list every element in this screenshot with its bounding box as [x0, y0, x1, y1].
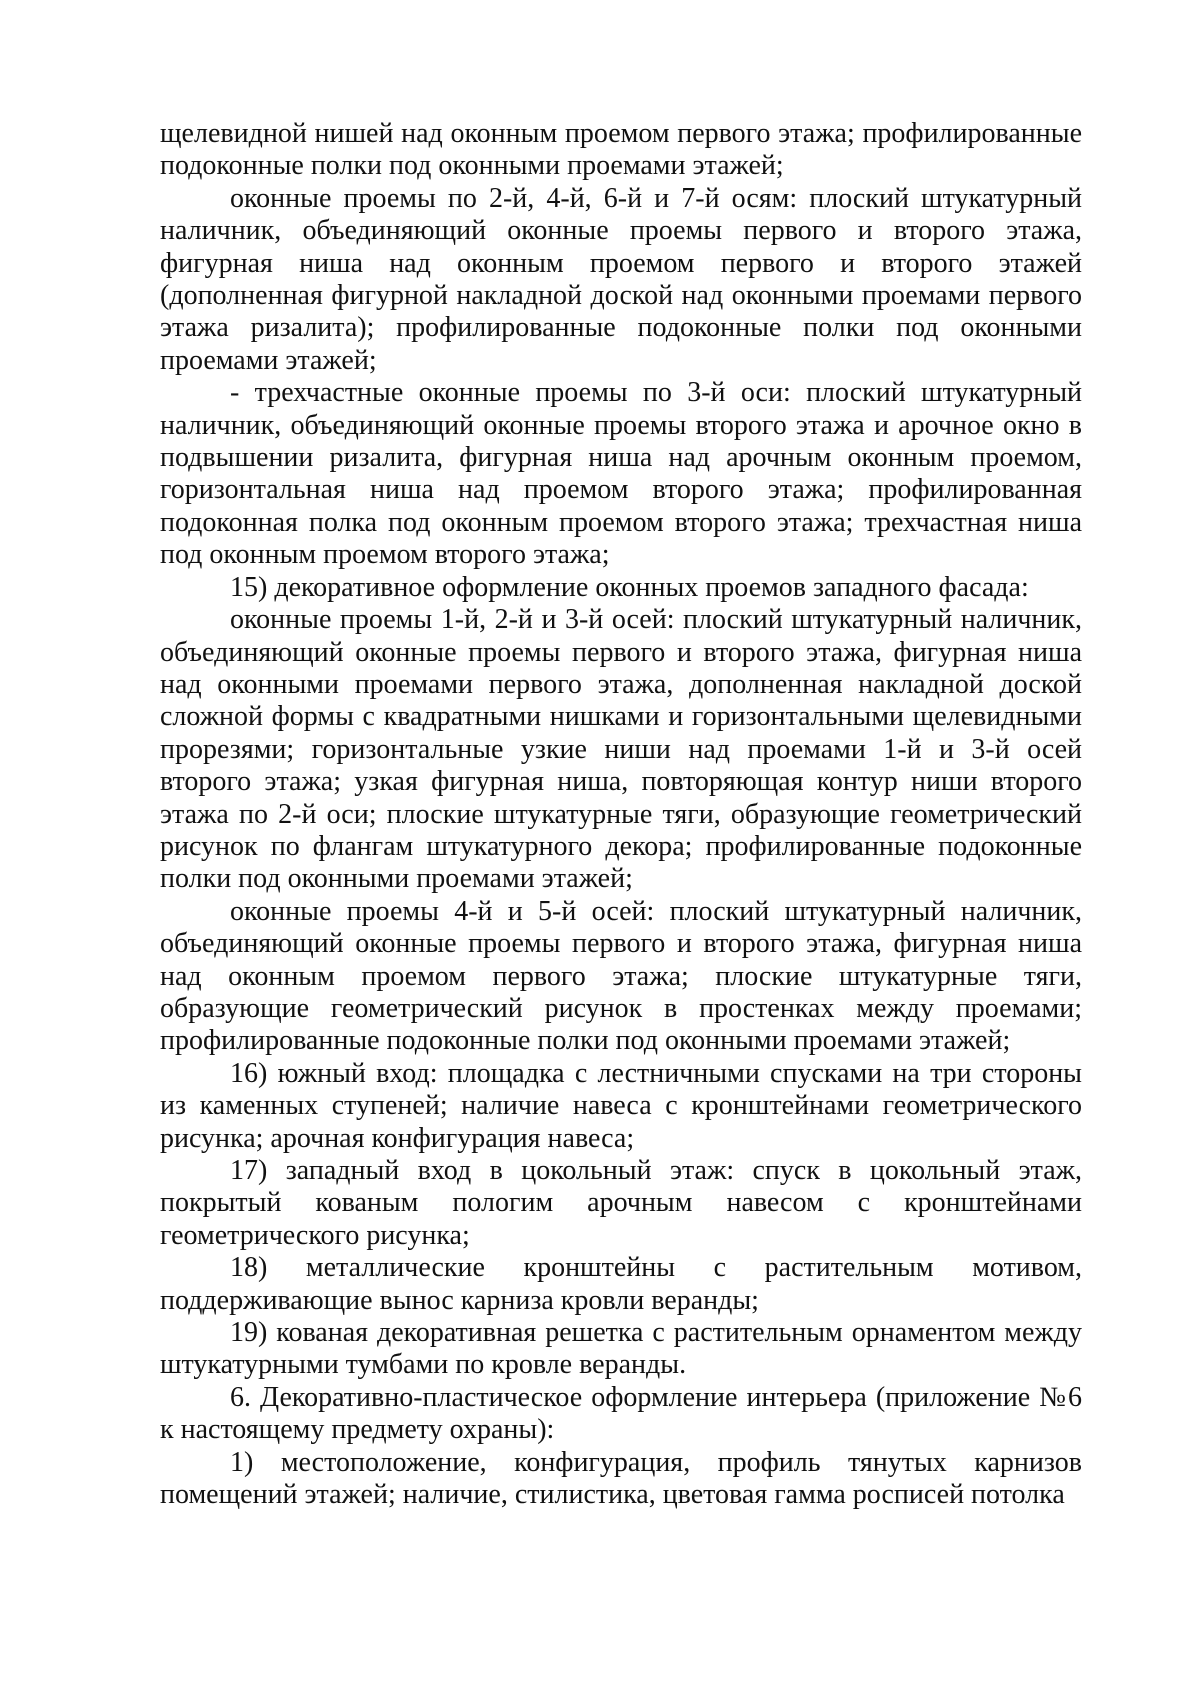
paragraph-item-17-west-entrance: 17) западный вход в цокольный этаж: спуск в цокольный этаж, покрытый кованым пологим арочным навесом с кронштейнами геометрического рисунка; [160, 1155, 1082, 1251]
paragraph-interior-item-1: 1) местоположение, конфигурация, профиль тянутых карнизов помещений этажей; наличие, стилистика, цветовая гамма росписей потолка [160, 1446, 1082, 1511]
paragraph-item-18-brackets: 18) металлические кронштейны с растительным мотивом, поддерживающие вынос карниза кровли веранды; [160, 1252, 1082, 1316]
paragraph-west-window-axes-4-5: оконные проемы 4-й и 5-й осей: плоский штукатурный наличник, объединяющий оконные проемы первого и второго этажа, фигурная ниша над оконным проемом первого этажа; плоские штукатурные тяги, образующие геометрический рисунок в простенках между проемами; профилированные подоконные полки под оконными проемами этажей; [160, 895, 1082, 1057]
paragraph-item-16-south-entrance: 16) южный вход: площадка с лестничными спусками на три стороны из каменных ступеней; наличие навеса с кронштейнами геометрического рисунка; арочная конфигурация навеса; [160, 1057, 1082, 1154]
document-body [160, 118, 1082, 1511]
paragraph-window-axes-2-4-6-7: оконные проемы по 2-й, 4-й, 6-й и 7-й осям: плоский штукатурный наличник, объединяющий оконные проемы первого и второго этажа, фигурная ниша над оконным проемом первого и второго этажей (дополненная фигурной накладной доской над оконными проемами первого этажа ризалита); профилированные подоконные полки под оконными проемами этажей; [160, 182, 1082, 376]
paragraph-facade-slit-niche: щелевидной нишей над оконным проемом первого этажа; профилированные подоконные полки под оконными проемами этажей; [160, 118, 1082, 182]
paragraph-item-15-west-facade: 15) декоративное оформление оконных проемов западного фасада: [230, 571, 1029, 603]
paragraph-section-6-interior: 6. Декоративно-пластическое оформление интерьера (приложение №6 к настоящему предмету охраны): [160, 1381, 1082, 1446]
paragraph-item-19-lattice: 19) кованая декоративная решетка с растительным орнаментом между штукатурными тумбами по кровле веранды. [160, 1317, 1082, 1381]
paragraph-tripartite-window-axis-3: - трехчастные оконные проемы по 3-й оси: плоский штукатурный наличник, объединяющий оконные проемы второго этажа и арочное окно в подвышении ризалита, фигурная ниша над арочным оконным проемом, горизонтальная ниша над проемом второго этажа; профилированная подоконная полка под оконным проемом второго этажа; трехчастная ниша под оконным проемом второго этажа; [160, 377, 1082, 571]
paragraph-west-window-axes-1-2-3: оконные проемы 1-й, 2-й и 3-й осей: плоский штукатурный наличник, объединяющий оконные проемы первого и второго этажа, фигурная ниша над оконными проемами первого этажа, дополненная накладной доской сложной формы с квадратными нишками и горизонтальными щелевидными прорезями; горизонтальные узкие ниши над проемами 1-й и 3-й осей второго этажа; узкая фигурная ниша, повторяющая контур ниши второго этажа по 2-й оси; плоские штукатурные тяги, образующие геометрический рисунок по флангам штукатурного декора; профилированные подоконные полки под оконными проемами этажей; [160, 604, 1082, 895]
